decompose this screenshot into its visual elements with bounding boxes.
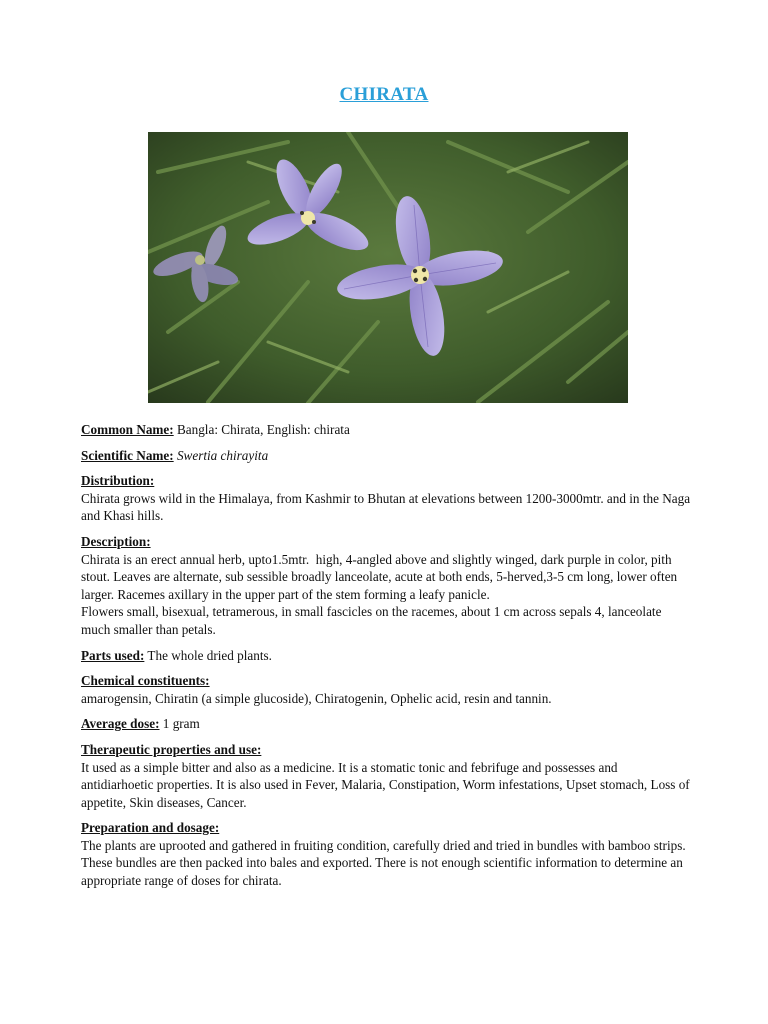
- chirata-flower-photo: [148, 132, 628, 403]
- parts-used-heading: Parts used:: [81, 647, 145, 663]
- therapeutic-section: [81, 741, 691, 811]
- scientific-name-section: [81, 447, 691, 465]
- common-name-heading: Common Name:: [81, 422, 174, 437]
- description-text: Chirata is an erect annual herb, upto1.5mtr. high, 4-angled above and slightly winged, dark purple in color, pith stout. Leaves are alternate, sub sessible broadly lanceolate, acute at both ends, 5-herved,3-5 cm long, lower often larger. Racemes axillary in the upper part of the stem forming a leafy panicle.: [81, 551, 681, 602]
- average-dose-section: [81, 715, 691, 733]
- parts-used-value: The whole dried plants.: [144, 647, 272, 663]
- description-section: [81, 533, 691, 639]
- chemical-text: amarogensin, Chiratin (a simple glucoside), Chiratogenin, Ophelic acid, resin and tannin.: [81, 690, 552, 706]
- chemical-section: [81, 672, 691, 707]
- scientific-name-heading: Scientific Name:: [81, 447, 174, 463]
- document-body: [81, 421, 691, 898]
- preparation-heading: Preparation and dosage:: [81, 820, 220, 836]
- common-name-section: [81, 421, 691, 439]
- parts-used-section: [81, 647, 691, 665]
- preparation-text: The plants are uprooted and gathered in fruiting condition, carefully dried and tried in bundles with bamboo strips. These bundles are then packed into bales and exported. There is not enough scientific information to determine an appropriate range of doses for chirata.: [81, 837, 686, 889]
- preparation-section: [81, 819, 691, 889]
- common-name-value: Bangla: Chirata, English: chirata: [173, 422, 350, 437]
- chemical-heading: Chemical constituents:: [81, 673, 210, 689]
- distribution-heading: Distribution:: [81, 473, 155, 489]
- average-dose-heading: Average dose:: [81, 716, 160, 732]
- scientific-name-value: Swertia chirayita: [176, 447, 269, 463]
- average-dose-value: 1 gram: [159, 716, 200, 732]
- distribution-section: [81, 472, 691, 525]
- therapeutic-heading: Therapeutic properties and use:: [81, 741, 262, 757]
- description-heading: Description:: [81, 533, 151, 549]
- therapeutic-text: It used as a simple bitter and also as a medicine. It is a stomatic tonic and febrifuge and possesses and antidiarhoetic properties. It is also used in Fever, Malaria, Constipation, Worm infestations, Upset stomach, Loss of appetite, Skin diseases, Cancer.: [81, 759, 690, 810]
- page-title: CHIRATA: [339, 84, 429, 105]
- description-flowers-text: Flowers small, bisexual, tetramerous, in small fascicles on the racemes, about 1 cm across sepals 4, lanceolate much smaller than petals.: [81, 604, 662, 637]
- distribution-text: Chirata grows wild in the Himalaya, from Kashmir to Bhutan at elevations between 1200-3000mtr. and in the Naga and Khasi hills.: [81, 490, 691, 524]
